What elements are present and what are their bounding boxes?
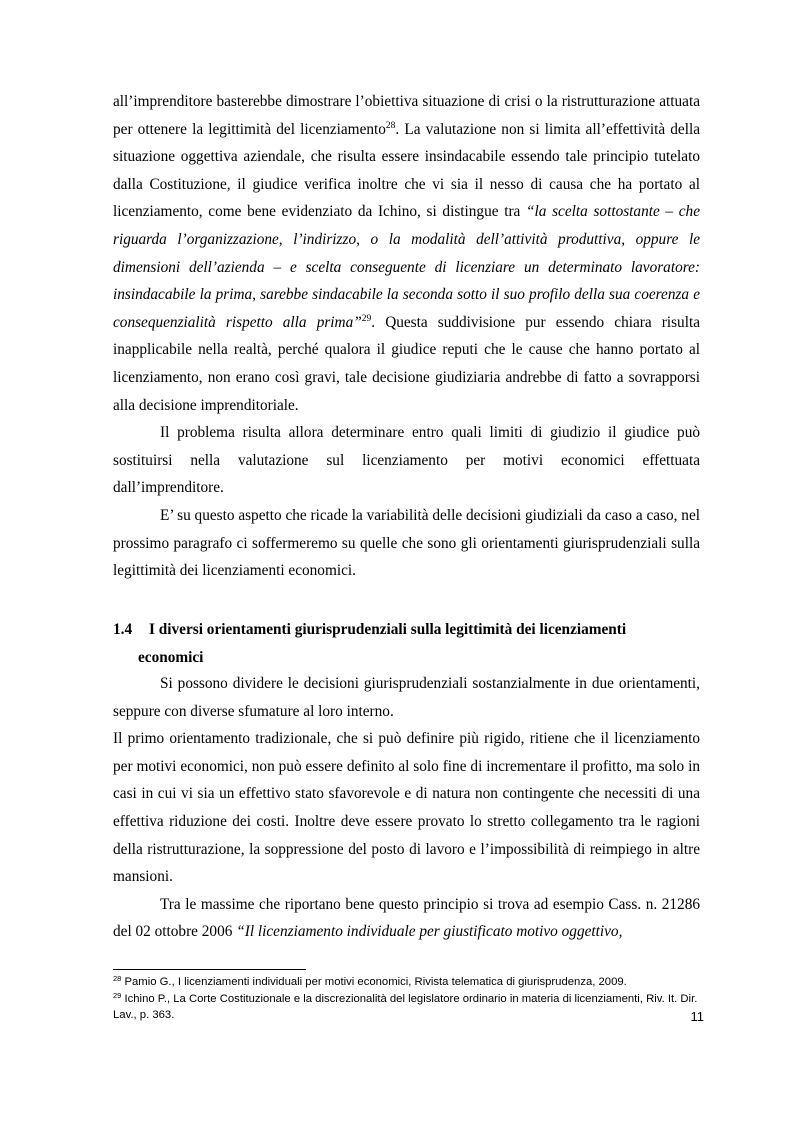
footnote-separator bbox=[113, 969, 306, 970]
footnote-29: $^{29}$ Ichino P., La Corte Costituzionale e la discrezionalità del legislatore ordinario in materia di licenziamenti, Riv. It. Dir. Lav., p. 363. bbox=[113, 990, 698, 1021]
paragraph-5: Il primo orientamento tradizionale, che si può definire più rigido, ritiene che il licenziamento per motivi economici, non può essere definito al solo fine di incrementare il profitto, ma solo in casi in cui vi sia un effettivo stato sfavorevole e di natura non contingente che necessiti di una effettiva riduzione dei costi. Inoltre deve essere provato lo stretto collegamento tra le ragioni della ristrutturazione, la soppressione del posto di lavoro e l’impossibilità di reimpiego in altre mansioni. bbox=[113, 730, 700, 886]
footnotes bbox=[113, 974, 703, 1024]
footnote-ref-29[interactable]: 29 bbox=[361, 313, 372, 324]
paragraph-3: E’ su questo aspetto che ricade la variabilità delle decisioni giudiziali da caso a caso, nel prossimo paragrafo ci soffermeremo su quelle che sono gli orientamenti giurisprudenziali sulla legittimità dei licenziamenti economici. bbox=[113, 506, 700, 580]
footnote-ref-28[interactable]: 28 bbox=[385, 120, 396, 131]
section-number: 1.4 bbox=[113, 621, 133, 638]
paragraph-1: all’imprenditore basterebbe dimostrare l’obiettiva situazione di crisi o la ristrutturazione attuata per ottenere la legittimità del licenziamento$^{28}$. La valutazione non si limita all’effettività della situazione oggettiva aziendale, che risulta essere insindacabile essendo tale principio tutelato dalla Costituzione, il giudice verifica inoltre che vi sia il nesso di causa che ha portato al licenziamento, come bene evidenziato da Ichino, si distingue tra “la scelta sottostante – che riguarda l’organizzazione, l’indirizzo, o la modalità dell’attività produttiva, oppure le dimensioni dell’azienda – e scelta conseguente di licenziare un determinato lavoratore: insindacabile la prima, sarebbe sindacabile la seconda sotto il suo profilo della sua coerenza e consequenzialità rispetto alla prima”$^{29}$. Questa suddivisione pur essendo chiara risulta inapplicabile nella realtà, perché qualora il giudice reputi che le cause che hanno portato al licenziamento, non erano così gravi, tale decisione giudiziaria andrebbe di fatto a sovrapporsi alla decisione imprenditoriale. bbox=[113, 93, 700, 414]
paragraph-4: Si possono dividere le decisioni giurisprudenziali sostanzialmente in due orientamenti, seppure con diverse sfumature al loro interno. bbox=[113, 675, 700, 720]
cassazione-quote: “Il licenziamento individuale per giustificato motivo oggettivo, bbox=[236, 923, 623, 941]
body-text-after-heading bbox=[113, 670, 700, 946]
section-title-line-2: economici bbox=[138, 648, 204, 666]
paragraph-2: Il problema risulta allora determinare entro quali limiti di giudizio il giudice può sostituirsi nella valutazione sul licenziamento per motivi economici effettuata dall’imprenditore. bbox=[113, 424, 700, 497]
body-text-before-heading bbox=[113, 88, 700, 585]
section-title-line-1: I diversi orientamenti giurisprudenziali sulla legittimità dei licenziamenti bbox=[149, 621, 627, 638]
page-number: 11 bbox=[690, 1009, 704, 1024]
ichino-quote: “la scelta sottostante – che riguarda l’organizzazione, l’indirizzo, o la modalità dell’attività produttiva, oppure le dimensioni dell’azienda – e scelta conseguente di licenziare un determinato lavoratore: insindacabile la prima, sarebbe sindacabile la seconda sotto il suo profilo della sua coerenza e consequenzialità rispetto alla prima” bbox=[113, 203, 700, 331]
paragraph-6: Tra le massime che riportano bene questo principio si trova ad esempio Cass. n. 21286 del 02 ottobre 2006 “Il licenziamento individuale per giustificato motivo oggettivo, bbox=[113, 895, 700, 941]
section-heading bbox=[113, 616, 700, 671]
footnote-28: $^{28}$ Pamio G., I licenziamenti individuali per motivi economici, Rivista telematica di giurisprudenza, 2009. bbox=[113, 974, 627, 988]
